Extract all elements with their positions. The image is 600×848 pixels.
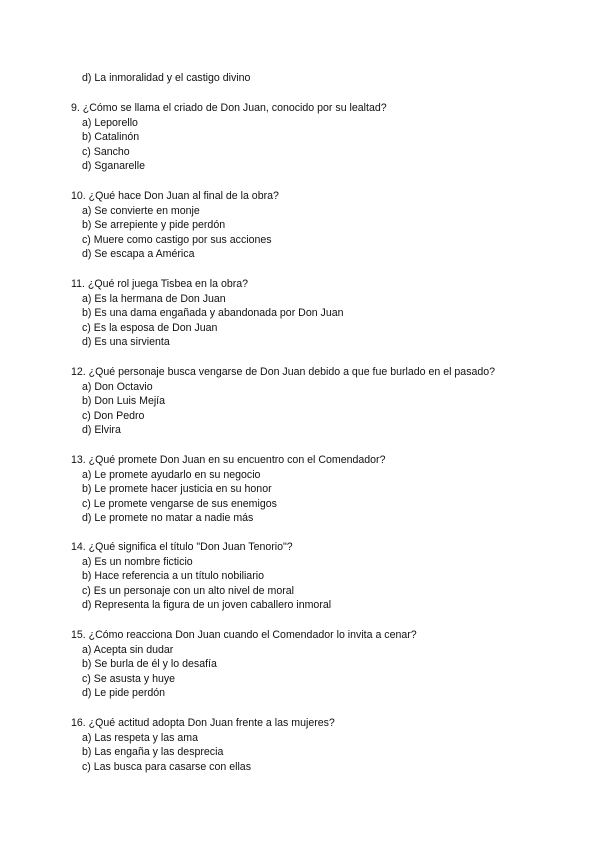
option-a: a) Las respeta y las ama (82, 731, 198, 744)
question-11 (71, 277, 344, 350)
option-d: d) Elvira (82, 424, 121, 437)
option-c: c) Muere como castigo por sus acciones (82, 233, 272, 246)
question-9 (71, 101, 387, 174)
question-text: 9. ¿Cómo se llama el criado de Don Juan, conocido por su lealtad? (71, 102, 387, 114)
option-a: a) Acepta sin dudar (82, 643, 174, 656)
option-b: b) Se arrepiente y pide perdón (82, 219, 226, 232)
option-d: d) Le pide perdón (82, 687, 166, 700)
option-d: d) Es una sirvienta (82, 336, 170, 349)
option-c: c) Le promete vengarse de sus enemigos (82, 497, 277, 510)
option-a: a) Es la hermana de Don Juan (82, 292, 226, 305)
question-text: 13. ¿Qué promete Don Juan en su encuentro con el Comendador? (71, 454, 386, 466)
option-b: b) Se burla de él y lo desafía (82, 658, 217, 671)
option-c: c) Don Pedro (82, 409, 145, 422)
option-b: b) Don Luis Mejía (82, 395, 166, 408)
option-d: d) Se escapa a América (82, 248, 195, 261)
option-b: b) Hace referencia a un título nobiliario (82, 570, 264, 583)
option-d: d) Sganarelle (82, 160, 146, 173)
question-15 (71, 628, 417, 701)
question-12 (71, 365, 495, 438)
question-text: 14. ¿Qué significa el título "Don Juan Tenorio"? (71, 541, 293, 553)
question-text: 15. ¿Cómo reacciona Don Juan cuando el Comendador lo invita a cenar? (71, 629, 417, 641)
option-c: c) Se asusta y huye (82, 672, 176, 685)
question-text: 11. ¿Qué rol juega Tisbea en la obra? (71, 278, 249, 290)
question-16 (71, 716, 335, 774)
option-c: c) Es un personaje con un alto nivel de moral (82, 584, 294, 597)
question-text: 10. ¿Qué hace Don Juan al final de la obra? (71, 190, 279, 202)
option-c: c) Sancho (82, 145, 130, 158)
option-b: b) Las engaña y las desprecia (82, 746, 224, 759)
option-b: b) Es una dama engañada y abandonada por Don Juan (82, 307, 344, 320)
option-a: a) Le promete ayudarlo en su negocio (82, 468, 261, 481)
option-c: c) Es la esposa de Don Juan (82, 321, 218, 334)
option-a: a) Leporello (82, 116, 138, 129)
option-d: d) Le promete no matar a nadie más (82, 512, 254, 525)
option-b: b) Catalinón (82, 131, 140, 144)
option-c: c) Las busca para casarse con ellas (82, 760, 251, 773)
option-a: a) Se convierte en monje (82, 204, 200, 217)
previous-question-option-d: d) La inmoralidad y el castigo divino (82, 72, 251, 84)
question-text: 16. ¿Qué actitud adopta Don Juan frente a las mujeres? (71, 717, 335, 729)
option-b: b) Le promete hacer justicia en su honor (82, 483, 272, 496)
question-14 (71, 540, 331, 613)
option-a: a) Es un nombre ficticio (82, 555, 193, 568)
option-a: a) Don Octavio (82, 380, 153, 393)
question-13 (71, 453, 385, 526)
question-10 (71, 189, 279, 262)
question-text: 12. ¿Qué personaje busca vengarse de Don Juan debido a que fue burlado en el pasado? (71, 366, 496, 378)
option-d: d) Representa la figura de un joven caballero inmoral (82, 599, 332, 612)
